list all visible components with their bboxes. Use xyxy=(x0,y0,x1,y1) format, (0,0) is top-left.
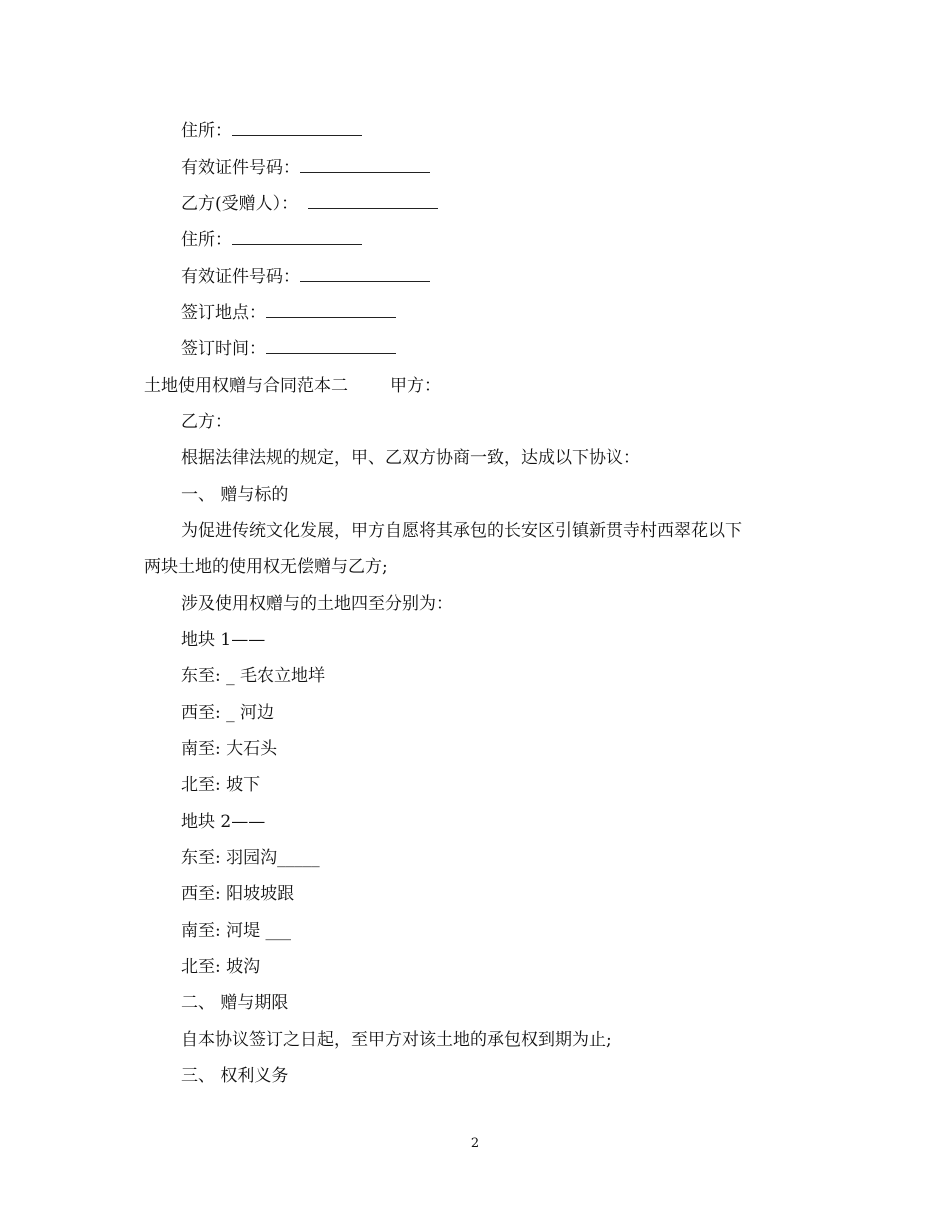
party-b-id-line xyxy=(181,266,430,288)
plot1-east: 东至: _ 毛农立地垟 xyxy=(181,666,326,686)
plot2-west: 西至: 阳坡坡跟 xyxy=(181,884,295,904)
plot1-south: 南至: 大石头 xyxy=(181,739,278,759)
party-b-label: 乙方(受赠人）： xyxy=(181,194,299,214)
party-a-address-line xyxy=(181,120,362,142)
party-a-id-line xyxy=(181,157,430,179)
party-b-address-line xyxy=(181,229,362,251)
section1-title: 一、 赠与标的 xyxy=(181,485,289,505)
plot1-north: 北至: 坡下 xyxy=(181,775,261,795)
section3-title: 三、 权利义务 xyxy=(181,1066,289,1086)
page-number: 2 xyxy=(470,1136,480,1151)
contract-party-b-label: 乙方： xyxy=(181,412,232,432)
contract-title: 土地使用权赠与合同范本二 xyxy=(144,376,348,396)
section1-para-line1: 为促进传统文化发展，甲方自愿将其承包的长安区引镇新贯寺村西翠花以下 xyxy=(181,521,742,541)
party-a-address-label: 住所： xyxy=(181,121,232,141)
section1-para-line2: 两块土地的使用权无偿赠与乙方; xyxy=(144,557,388,577)
plot1-west: 西至: _ 河边 xyxy=(181,703,275,723)
party-a-address-blank xyxy=(232,120,362,136)
party-a-id-blank xyxy=(300,157,430,173)
plot2-south: 南至: 河堤 ___ xyxy=(181,921,292,941)
party-b-address-label: 住所： xyxy=(181,230,232,250)
party-b-address-blank xyxy=(232,229,362,245)
contract-party-b-line xyxy=(181,411,232,433)
plot1-title: 地块 1—— xyxy=(181,630,266,650)
party-b-blank xyxy=(308,193,438,209)
boundaries-intro: 涉及使用权赠与的土地四至分别为： xyxy=(181,594,453,614)
section2-para: 自本协议签订之日起，至甲方对该土地的承包权到期为止; xyxy=(181,1030,612,1050)
plot2-title: 地块 2—— xyxy=(181,812,266,832)
contract-title-line xyxy=(144,375,441,397)
contract-party-a-label: 甲方： xyxy=(390,376,441,396)
signing-place-line xyxy=(181,302,396,324)
party-b-id-label: 有效证件号码： xyxy=(181,267,300,287)
signing-place-label: 签订地点： xyxy=(181,303,266,323)
signing-time-blank xyxy=(266,338,396,354)
signing-time-label: 签订时间： xyxy=(181,339,266,359)
intro-paragraph: 根据法律法规的规定，甲、乙双方协商一致，达成以下协议： xyxy=(181,448,640,468)
plot2-east: 东至: 羽园沟_____ xyxy=(181,848,320,868)
party-b-id-blank xyxy=(300,266,430,282)
plot2-north: 北至: 坡沟 xyxy=(181,957,261,977)
signing-place-blank xyxy=(266,302,396,318)
signing-time-line xyxy=(181,338,396,360)
party-a-id-label: 有效证件号码： xyxy=(181,158,300,178)
party-b-line xyxy=(181,193,438,215)
section2-title: 二、 赠与期限 xyxy=(181,993,289,1013)
